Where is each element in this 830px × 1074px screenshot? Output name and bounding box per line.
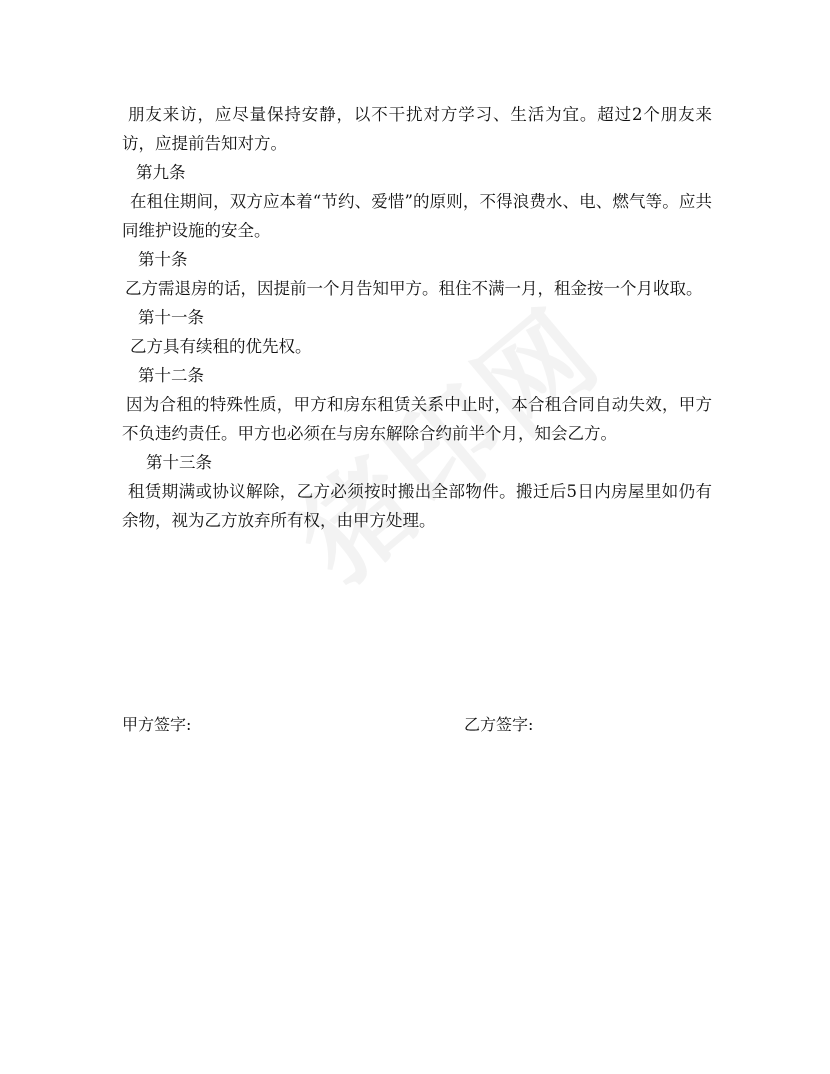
heading-article-13: 第十三条 (146, 453, 212, 472)
paragraph-article-9: 在租住期间，双方应本着“节约、爱惜”的原则，不得浪费水、电、燃气等。应共同维护设施的安全。 (122, 192, 712, 240)
signature-party-b: 乙方签字: (464, 715, 534, 734)
paragraph-article-12: 因为合租的特殊性质，甲方和房东租赁关系中止时，本合租合同自动失效，甲方不负违约责任。甲方也必须在与房东解除合约前半个月，知会乙方。 (122, 395, 712, 443)
paragraph-visitors: 朋友来访，应尽量保持安静，以不干扰对方学习、生活为宜。超过2个朋友来访，应提前告知对方。 (122, 105, 712, 153)
signature-party-a: 甲方签字: (122, 715, 192, 734)
document-body (122, 100, 712, 535)
heading-article-10: 第十条 (138, 250, 188, 269)
heading-article-12: 第十二条 (138, 366, 204, 385)
heading-article-11: 第十一条 (138, 308, 204, 327)
heading-article-9: 第九条 (136, 163, 186, 182)
paragraph-article-11: 乙方具有续租的优先权。 (130, 337, 312, 356)
paragraph-article-10: 乙方需退房的话，因提前一个月告知甲方。租住不满一月，租金按一个月收取。 (125, 279, 703, 298)
signature-area (122, 712, 622, 736)
paragraph-article-13: 租赁期满或协议解除，乙方必须按时搬出全部物件。搬迁后5日内房屋里如仍有余物，视为乙方放弃所有权，由甲方处理。 (122, 482, 712, 530)
